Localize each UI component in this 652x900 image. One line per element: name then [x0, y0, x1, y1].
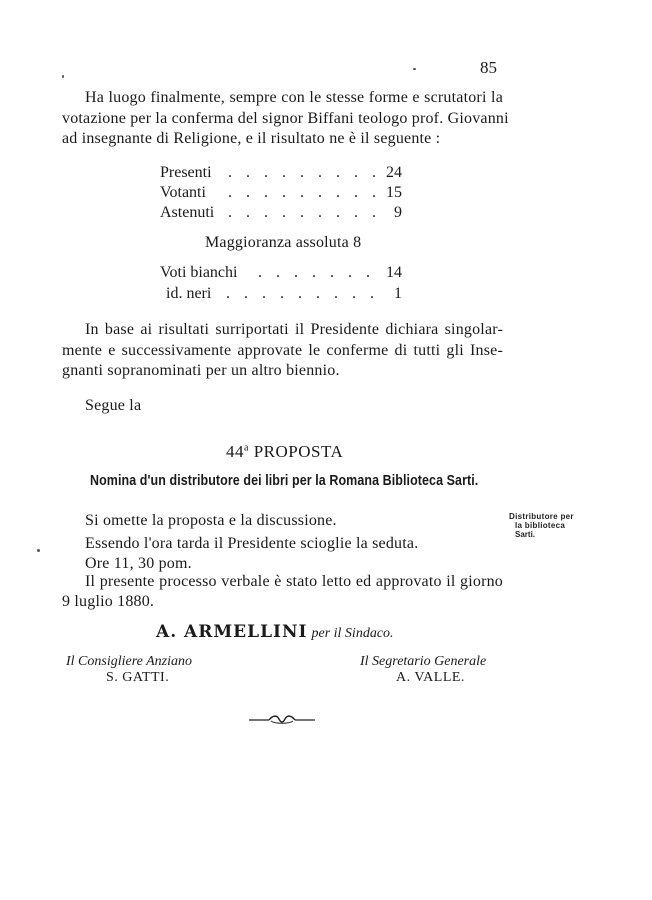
proposal-ordinal: a: [244, 442, 249, 454]
paragraph-line: Ha luogo finalmente, sempre con le stesse forme e scrutatori la: [85, 89, 503, 106]
signature-name: A. ARMELLINI: [156, 622, 308, 642]
proposal-word: PROPOSTA: [253, 442, 344, 461]
margin-note-line: Distributore per: [509, 512, 574, 521]
tally-row: [160, 204, 402, 224]
tally-dots: . . . . . . . . .: [228, 204, 381, 221]
margin-note-line: Sarti.: [515, 530, 536, 539]
scan-speck: [413, 68, 416, 70]
tally-label: id. neri: [166, 285, 212, 302]
tally-value: 14: [386, 264, 402, 281]
paragraph-line: ad insegnante di Religione, e il risultato ne è il seguente :: [62, 130, 441, 147]
ornament-divider: [247, 712, 317, 726]
tally-dots: . . . . . . .: [258, 264, 375, 281]
tally-dots: . . . . . . . . .: [226, 285, 379, 302]
margin-note: [509, 512, 574, 539]
segue-line: Segue la: [85, 397, 142, 414]
scan-speck: [37, 549, 40, 552]
paragraph-line: In base ai risultati surriportati il Presidente dichiara singolar-: [85, 321, 503, 338]
tally-label: Presenti: [160, 164, 212, 181]
scan-speck: [62, 75, 64, 78]
left-signer-name: S. GATTI.: [106, 670, 170, 685]
tally-label: Votanti: [160, 184, 206, 201]
tally-row: [160, 184, 402, 204]
tally-value: 24: [386, 164, 402, 181]
signature-line: [156, 622, 394, 642]
majority-line: Maggioranza assoluta 8: [205, 234, 362, 251]
tally-label: Astenuti: [160, 204, 215, 221]
proposal-title: Nomina d'un distributore dei libri per la Romana Biblioteca Sarti.: [90, 473, 479, 489]
paragraph-line: votazione per la conferma del signor Biffani teologo prof. Giovanni: [62, 110, 509, 127]
right-signer-role: Il Segretario Generale: [360, 654, 487, 669]
closing-line: Si omette la proposta e la discussione.: [85, 512, 337, 529]
tally-row: [160, 264, 402, 284]
closing-line: 9 luglio 1880.: [62, 593, 155, 610]
closing-line: Ore 11, 30 pom.: [85, 555, 192, 572]
tally-label: Voti bianchi: [160, 264, 238, 281]
page-number: 85: [480, 58, 497, 77]
tally-row: [166, 285, 402, 305]
right-signer-name: A. VALLE.: [396, 670, 465, 685]
closing-line: Il presente processo verbale è stato letto ed approvato il giorno: [85, 573, 503, 590]
paragraph-line: gnanti sopranominati per un altro biennio.: [62, 362, 340, 379]
signature-tail: per il Sindaco.: [311, 626, 394, 641]
left-signer-role: Il Consigliere Anziano: [66, 654, 192, 669]
margin-note-line: la biblioteca: [515, 521, 566, 530]
tally-dots: . . . . . . . . .: [228, 184, 381, 201]
tally-value: 9: [394, 204, 402, 221]
proposal-heading: [226, 442, 343, 462]
tally-value: 15: [386, 184, 402, 201]
tally-row: [160, 164, 402, 184]
tally-value: 1: [394, 285, 402, 302]
closing-line: Essendo l'ora tarda il Presidente scioglie la seduta.: [85, 535, 419, 552]
paragraph-line: mente e successivamente approvate le conferme di tutti gli Inse-: [62, 342, 503, 359]
proposal-number: 44: [226, 442, 244, 461]
tally-dots: . . . . . . . . .: [228, 164, 381, 181]
